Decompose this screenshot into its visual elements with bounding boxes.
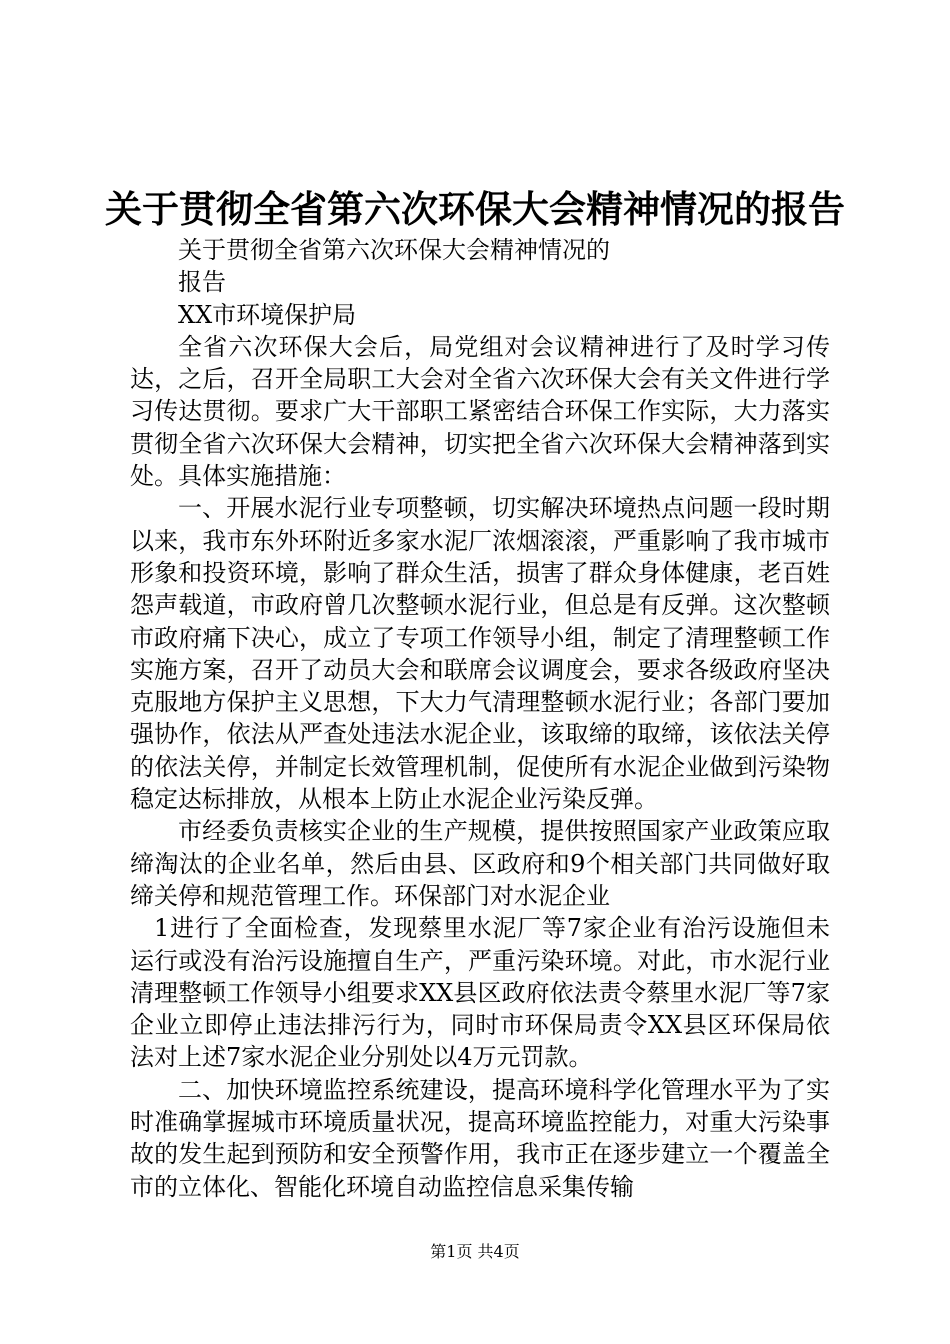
subtitle-line-1: 关于贯彻全省第六次环保大会精神情况的 xyxy=(178,236,610,264)
page-footer: 第1页 共4页 xyxy=(430,1242,520,1261)
document-title: 关于贯彻全省第六次环保大会精神情况的报告 xyxy=(105,187,845,231)
paragraph-inspection: 1进行了全面检查，发现蔡里水泥厂等7家企业有治污设施但未运行或没有治污设施擅自生产，严重污染环境。对此，市水泥行业清理整顿工作领导小组要求XX县区政府依法责令蔡里水泥厂等7家企业立即停止违法排污行为，同时市环保局责令XX县区环保局依法对上述7家水泥企业分别处以4万元罚款。 xyxy=(130,914,830,1072)
paragraph-section-1: 一、开展水泥行业专项整顿，切实解决环境热点问题一段时期以来，我市东外环附近多家水泥厂浓烟滚滚，严重影响了我市城市形象和投资环境，影响了群众生活，损害了群众身体健康，老百姓怨声载道，市政府曾几次整顿水泥行业，但总是有反弹。这次整顿市政府痛下决心，成立了专项工作领导小组，制定了清理整顿工作实施方案，召开了动员大会和联席会议调度会，要求各级政府坚决克服地方保护主义思想，下大力气清理整顿水泥行业；各部门要加强协作，依法从严查处违法水泥企业，该取缔的取缔，该依法关停的依法关停，并制定长效管理机制，促使所有水泥企业做到污染物稳定达标排放，从根本上防止水泥企业污染反弹。 xyxy=(130,494,830,814)
paragraph-intro: 全省六次环保大会后，局党组对会议精神进行了及时学习传达，之后，召开全局职工大会对全省六次环保大会有关文件进行学习传达贯彻。要求广大干部职工紧密结合环保工作实际，大力落实贯彻全省六次环保大会精神，切实把全省六次环保大会精神落到实处。具体实施措施： xyxy=(130,332,830,491)
document-body xyxy=(130,234,830,1203)
organization-name: XX市环境保护局 xyxy=(178,300,357,329)
subtitle-line-2: 报告 xyxy=(178,268,226,297)
paragraph-section-2: 二、加快环境监控系统建设，提高环境科学化管理水平为了实时准确掌握城市环境质量状况，提高环境监控能力，对重大污染事故的发生起到预防和安全预警作用，我市正在逐步建立一个覆盖全市的立体化、智能化环境自动监控信息采集传输 xyxy=(130,1075,830,1201)
paragraph-economic-committee: 市经委负责核实企业的生产规模，提供按照国家产业政策应取缔淘汰的企业名单，然后由县、区政府和9个相关部门共同做好取缔关停和规范管理工作。环保部门对水泥企业 xyxy=(130,817,830,910)
